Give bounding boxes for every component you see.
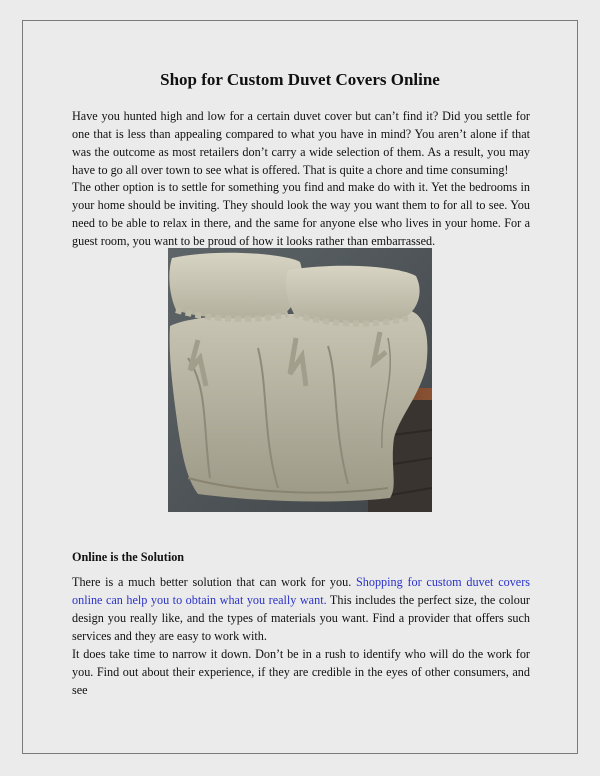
second-paragraph: The other option is to settle for something you find and make do with it. Yet the bedrooms in your home should be inviting. They should look the way you want them to for all to see. You need to be able to relax in there, and the same for anyone else who lives in your home. For a guest room, you want to be proud of how it looks rather than embarrassed. [72,180,530,248]
duvet-cover-photo [168,248,432,512]
narrow-down-paragraph: It does take time to narrow it down. Don’t be in a rush to identify who will do the work for you. Find out about their experience, if they are credible in the eyes of other consumers, and see [72,647,530,697]
solution-text-start: There is a much better solution that can work for you. [72,575,356,589]
page-title: Shop for Custom Duvet Covers Online [160,70,440,89]
duvet-photo-illustration [168,248,432,512]
custom-duvet-covers-link[interactable]: Shopping for custom duvet covers online can help you to obtain what you really want. [72,575,530,607]
solution-text-end: This includes the perfect size, the colour design you really like, and the types of materials you want. Find a provider that offers such services and they are easy to work with. [72,593,530,643]
section-heading: Online is the Solution [72,550,185,564]
intro-paragraph: Have you hunted high and low for a certain duvet cover but can’t find it? Did you settle for one that is less than appealing compared to what you have in mind? You aren’t alone if that was the outcome as most retailers don’t carry a wide selection of them. As a result, you may have to go all over town to see what is offered. That is quite a chore and time consuming! [72,109,530,177]
solution-paragraph [72,573,530,645]
